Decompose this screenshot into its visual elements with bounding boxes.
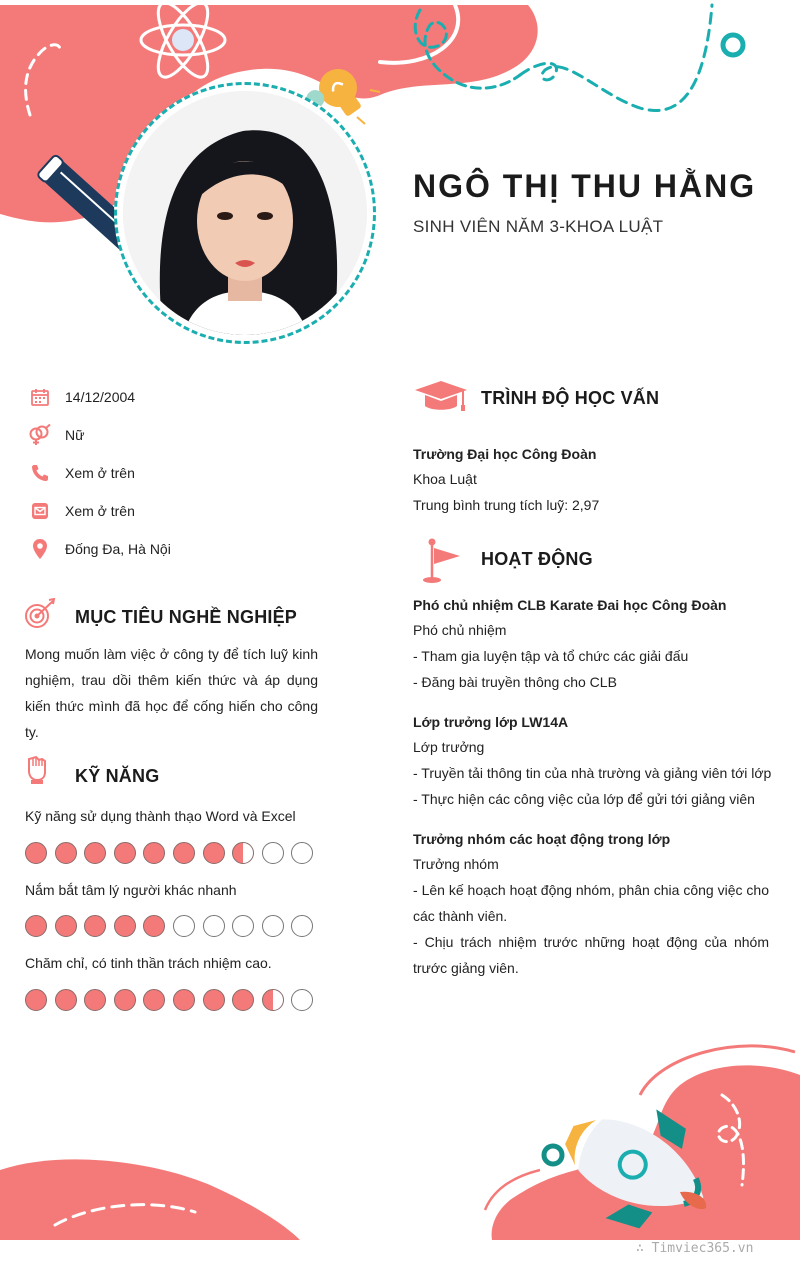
skill-dot xyxy=(114,842,136,864)
skill-rating-0 xyxy=(25,842,321,864)
activity-position-0: Phó chủ nhiệm xyxy=(413,622,507,638)
skill-dot xyxy=(84,989,106,1011)
education-school: Trường Đại học Công Đoàn xyxy=(413,446,597,462)
skill-dot xyxy=(203,842,225,864)
skill-dot xyxy=(291,842,313,864)
activity-detail-1-0: - Truyền tải thông tin của nhà trường và giảng viên tới lớp xyxy=(413,765,772,781)
phone-icon xyxy=(28,461,52,485)
candidate-role: SINH VIÊN NĂM 3-KHOA LUẬT xyxy=(413,217,664,236)
profile-photo-frame xyxy=(114,82,376,344)
skill-dot xyxy=(173,842,195,864)
skill-label-0: Kỹ năng sử dụng thành thạo Word và Excel xyxy=(25,808,296,824)
contact-address xyxy=(28,537,171,561)
skill-dot xyxy=(84,915,106,937)
contact-gender xyxy=(28,423,84,447)
profile-photo xyxy=(123,91,367,335)
skill-dot xyxy=(143,842,165,864)
contact-phone xyxy=(28,461,135,485)
skill-dot xyxy=(173,989,195,1011)
skill-dot xyxy=(25,989,47,1011)
contact-gender-text: Nữ xyxy=(65,427,85,443)
skill-rating-2 xyxy=(25,989,321,1011)
skill-label-1: Nắm bắt tâm lý người khác nhanh xyxy=(25,882,237,898)
fist-icon xyxy=(25,753,49,785)
skill-dot xyxy=(55,989,77,1011)
contact-birthdate xyxy=(28,385,135,409)
skill-dot xyxy=(262,842,284,864)
skill-dot xyxy=(84,842,106,864)
contact-birthdate-text: 14/12/2004 xyxy=(65,389,136,405)
activity-position-2: Trưởng nhóm xyxy=(413,856,499,872)
education-gpa: Trung bình trung tích luỹ: 2,97 xyxy=(413,497,600,513)
contact-phone-text: Xem ở trên xyxy=(65,465,135,481)
activity-detail-1-1: - Thực hiện các công việc của lớp để gửi tới giảng viên xyxy=(413,791,755,807)
skill-dot xyxy=(262,915,284,937)
calendar-icon xyxy=(28,385,52,409)
skill-dot xyxy=(25,842,47,864)
skill-dot xyxy=(114,989,136,1011)
skill-rating-1 xyxy=(25,915,321,937)
skill-dot xyxy=(143,989,165,1011)
skill-dot xyxy=(173,915,195,937)
flag-icon xyxy=(420,538,462,584)
candidate-name: NGÔ THỊ THU HẰNG xyxy=(413,168,757,204)
skill-dot xyxy=(55,842,77,864)
target-icon xyxy=(23,598,59,630)
skill-label-2: Chăm chỉ, có tinh thần trách nhiệm cao. xyxy=(25,955,272,971)
objective-title: MỤC TIÊU NGHỀ NGHIỆP xyxy=(75,607,298,627)
activity-detail-0-1: - Đăng bài truyền thông cho CLB xyxy=(413,674,617,690)
watermark: ∴ Timviec365.vn xyxy=(636,1241,754,1256)
skill-dot xyxy=(143,915,165,937)
education-title: TRÌNH ĐỘ HỌC VẤN xyxy=(481,388,660,408)
skills-title: KỸ NĂNG xyxy=(75,766,160,786)
education-faculty: Khoa Luật xyxy=(413,471,477,487)
skill-dot xyxy=(114,915,136,937)
skill-dot xyxy=(262,989,284,1011)
skill-dot xyxy=(203,989,225,1011)
contact-email xyxy=(28,499,135,523)
contact-address-text: Đống Đa, Hà Nội xyxy=(65,541,171,557)
email-icon xyxy=(28,499,52,523)
activity-org-0: Phó chủ nhiệm CLB Karate Đai học Công Đoàn xyxy=(413,597,727,613)
graduation-cap-icon xyxy=(413,380,469,414)
skill-dot xyxy=(291,989,313,1011)
activity-org-1: Lớp trưởng lớp LW14A xyxy=(413,714,569,730)
bottom-left-blob xyxy=(0,1159,300,1240)
activity-detail-0-0: - Tham gia luyện tập và tổ chức các giải đấu xyxy=(413,648,689,664)
activity-detail-2-0: - Lên kế hoạch hoạt động nhóm, phân chia công việc cho các thành viên. xyxy=(413,882,769,924)
skill-dot xyxy=(291,915,313,937)
activity-org-2: Trưởng nhóm các hoạt động trong lớp xyxy=(413,831,671,847)
location-pin-icon xyxy=(28,537,52,561)
objective-text: Mong muốn làm việc ở công ty để tích luỹ kinh nghiệm, trau dồi thêm kiến thức và áp dụng kiến thức mình đã học để cống hiến cho công ty. xyxy=(25,646,318,740)
skill-dot xyxy=(232,989,254,1011)
activities-title: HOẠT ĐỘNG xyxy=(481,549,593,569)
skill-dot xyxy=(25,915,47,937)
skill-dot xyxy=(55,915,77,937)
activity-detail-2-1: - Chịu trách nhiệm trước những hoạt động của nhóm trước giảng viên. xyxy=(413,934,769,976)
skill-dot xyxy=(203,915,225,937)
gender-icon xyxy=(28,423,52,447)
activity-position-1: Lớp trưởng xyxy=(413,739,485,755)
skill-dot xyxy=(232,842,254,864)
skill-dot xyxy=(232,915,254,937)
contact-email-text: Xem ở trên xyxy=(65,503,135,519)
